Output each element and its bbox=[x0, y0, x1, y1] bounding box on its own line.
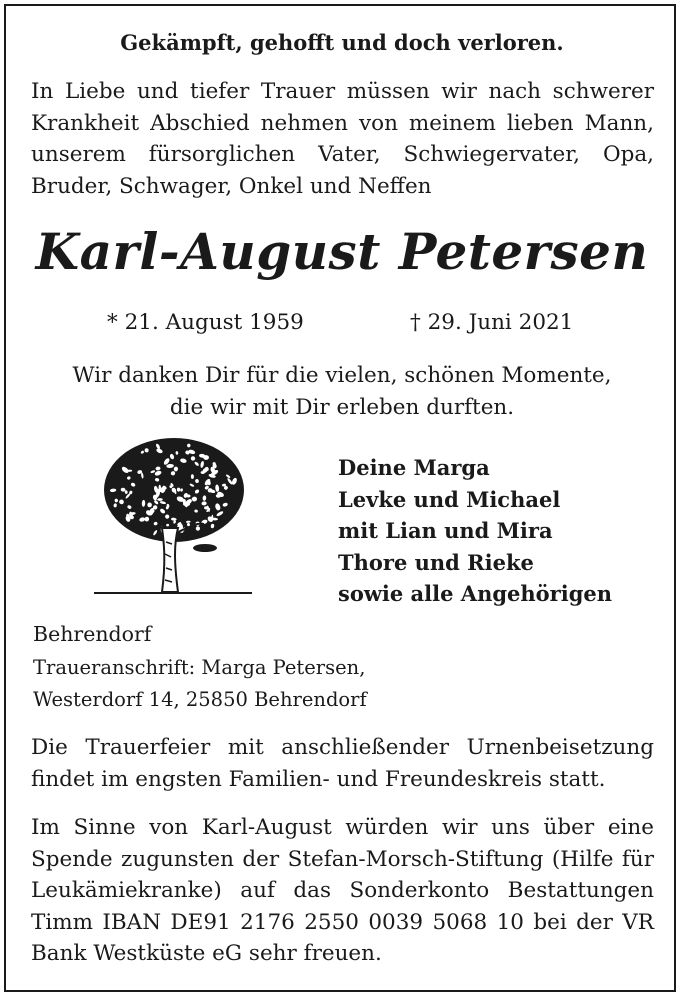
birth-date: * 21. August 1959 bbox=[107, 310, 304, 335]
donation-line: Im Sinne von Karl-August würden wir uns über eine bbox=[31, 815, 654, 840]
headline: Gekämpft, gehofft und doch verloren. bbox=[120, 30, 564, 55]
mourning-address bbox=[33, 652, 367, 716]
tree-icon bbox=[92, 432, 262, 602]
donation-line: Spende zugunsten der Stefan-Morsch-Stiftung (Hilfe für bbox=[31, 846, 654, 872]
ceremony-line: Die Trauerfeier mit anschließender Urnenbeisetzung bbox=[31, 735, 654, 760]
deceased-name: Karl-August Petersen bbox=[35, 222, 649, 281]
thanks-line: die wir mit Dir erleben durften. bbox=[169, 394, 515, 420]
address-line: Westerdorf 14, 25850 Behrendorf bbox=[33, 688, 367, 711]
family-member: Thore und Rieke bbox=[338, 549, 534, 575]
place: Behrendorf bbox=[33, 622, 152, 646]
intro-line: In Liebe und tiefer Trauer müssen wir nach schwerer bbox=[31, 79, 654, 104]
family-member: sowie alle Angehörigen bbox=[338, 581, 613, 606]
family-member: Deine Marga bbox=[338, 455, 490, 480]
family-member: mit Lian und Mira bbox=[338, 518, 553, 543]
family-member: Levke und Michael bbox=[338, 486, 561, 512]
intro-line: Krankheit Abschied nehmen von meinem lieben Mann, bbox=[31, 110, 654, 136]
death-date: † 29. Juni 2021 bbox=[410, 310, 574, 335]
donation-line: Timm IBAN DE91 2176 2550 0039 5068 10 bei der VR bbox=[31, 909, 654, 935]
ceremony-line: findet im engsten Familien- und Freundeskreis statt. bbox=[31, 766, 606, 792]
intro-paragraph bbox=[31, 76, 654, 202]
family-list bbox=[338, 452, 612, 610]
donation-paragraph bbox=[31, 812, 654, 970]
intro-line: unserem fürsorglichen Vater, Schwiegervater, Opa, bbox=[31, 142, 654, 167]
donation-line: Bank Westküste eG sehr freuen. bbox=[31, 941, 382, 966]
thanks-text bbox=[0, 360, 684, 423]
address-line: Traueranschrift: Marga Petersen, bbox=[33, 656, 366, 679]
thanks-line: Wir danken Dir für die vielen, schönen Momente, bbox=[72, 363, 612, 388]
intro-line: Bruder, Schwager, Onkel und Neffen bbox=[31, 173, 432, 199]
ceremony-paragraph bbox=[31, 732, 654, 795]
donation-line: Leukämiekranke) auf das Sonderkonto Bestattungen bbox=[31, 878, 654, 903]
